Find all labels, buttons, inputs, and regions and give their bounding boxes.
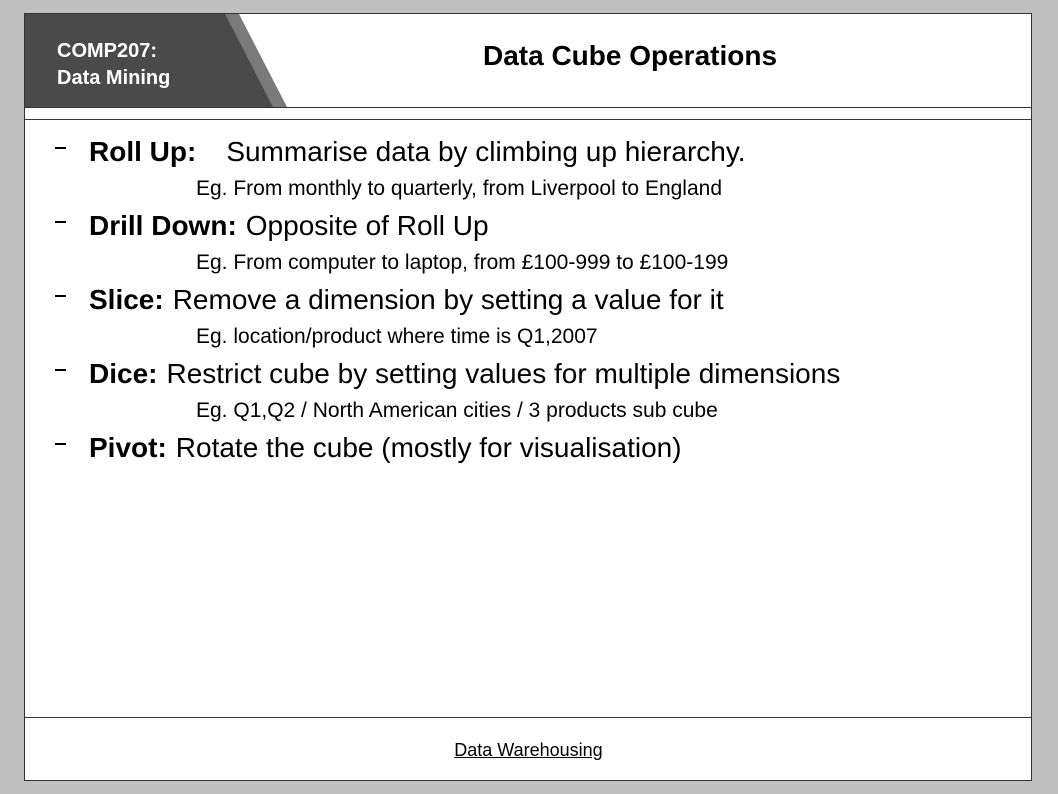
slide-title: Data Cube Operations [482, 40, 778, 71]
bullet-item [55, 284, 724, 316]
dash-icon [55, 369, 66, 371]
course-tab [25, 14, 287, 107]
bullet-term: Dice: [89, 358, 158, 389]
footer-divider [25, 717, 1032, 718]
bullet-description: Restrict cube by setting values for multiple dimensions [166, 358, 841, 389]
bullet-term: Pivot: [89, 432, 167, 463]
bullet-description: Summarise data by climbing up hierarchy. [226, 136, 746, 167]
bullet-item [55, 432, 682, 464]
course-code: COMP207: [57, 40, 158, 62]
dash-icon [55, 221, 66, 223]
bullet-term: Slice: [89, 284, 164, 315]
content-divider [25, 119, 1032, 120]
course-label [57, 38, 170, 92]
bullet-example: Eg. From computer to laptop, from £100-999 to £100-199 [196, 251, 729, 274]
bullet-item [55, 210, 489, 242]
footer-label: Data Warehousing [454, 740, 603, 760]
bullet-item [55, 358, 840, 390]
slide-frame [24, 13, 1032, 781]
bullet-example: Eg. location/product where time is Q1,2007 [196, 325, 598, 348]
bullet-term: Drill Down: [89, 210, 237, 241]
dash-icon [55, 147, 66, 149]
bullet-example: Eg. From monthly to quarterly, from Liverpool to England [196, 177, 723, 200]
bullet-term: Roll Up: [89, 136, 197, 167]
course-name: Data Mining [57, 67, 171, 89]
bullet-item [55, 136, 746, 168]
dash-icon [55, 295, 66, 297]
bullet-description: Opposite of Roll Up [245, 210, 489, 241]
bullet-description: Rotate the cube (mostly for visualisation) [175, 432, 682, 463]
bullet-description: Remove a dimension by setting a value for it [172, 284, 724, 315]
bullet-example: Eg. Q1,Q2 / North American cities / 3 products sub cube [196, 399, 718, 422]
dash-icon [55, 443, 66, 445]
